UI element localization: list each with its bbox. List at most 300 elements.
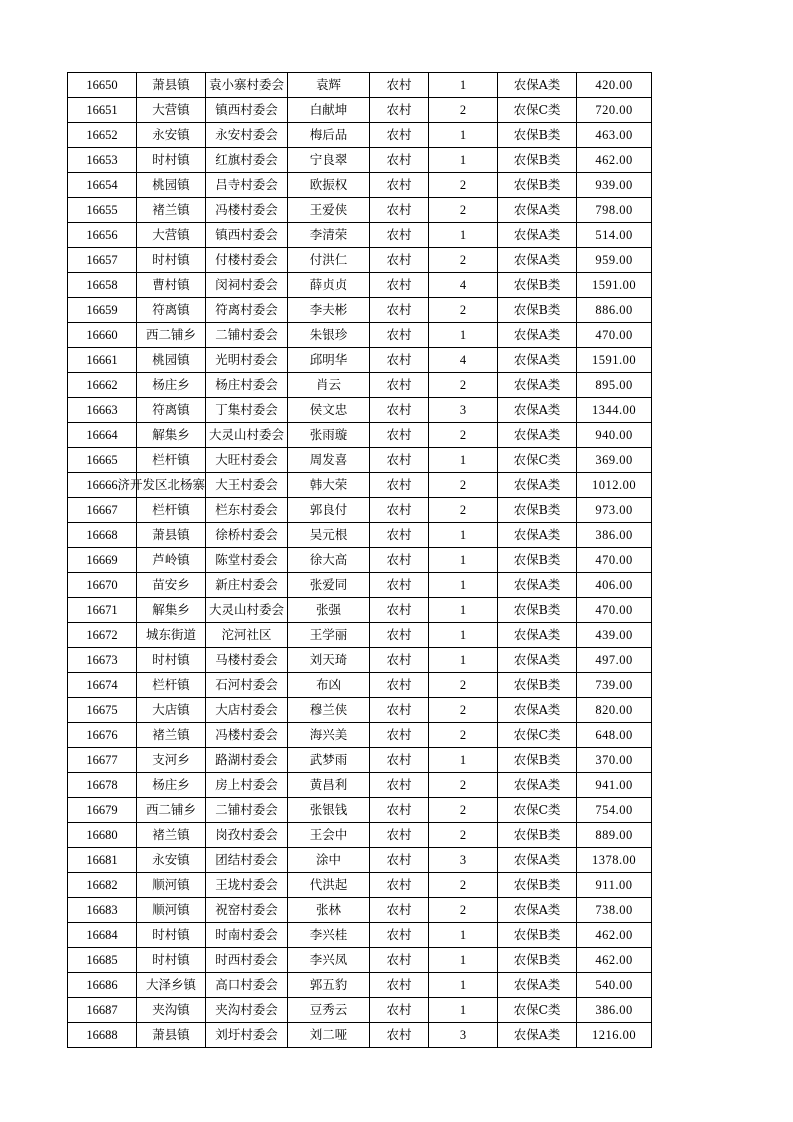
cell-name: 张爱同 <box>288 573 370 598</box>
cell-count: 1 <box>429 323 498 348</box>
cell-area: 农村 <box>370 748 429 773</box>
table-row <box>68 573 652 598</box>
cell-town: 褚兰镇 <box>137 198 206 223</box>
cell-count: 2 <box>429 423 498 448</box>
cell-area: 农村 <box>370 73 429 98</box>
table-row <box>68 323 652 348</box>
cell-name: 付洪仁 <box>288 248 370 273</box>
cell-area: 农村 <box>370 123 429 148</box>
cell-category: 农保A类 <box>498 348 577 373</box>
cell-name: 吴元根 <box>288 523 370 548</box>
cell-village: 大灵山村委会 <box>206 423 288 448</box>
cell-category: 农保B类 <box>498 298 577 323</box>
cell-name: 黄昌利 <box>288 773 370 798</box>
cell-id: 16664 <box>68 423 137 448</box>
cell-village: 二铺村委会 <box>206 323 288 348</box>
table-row <box>68 173 652 198</box>
cell-town: 桃园镇 <box>137 173 206 198</box>
cell-amount: 820.00 <box>577 698 652 723</box>
cell-id: 16680 <box>68 823 137 848</box>
cell-village: 王垅村委会 <box>206 873 288 898</box>
cell-id: 16668 <box>68 523 137 548</box>
cell-town: 栏杆镇 <box>137 673 206 698</box>
cell-area: 农村 <box>370 773 429 798</box>
cell-name: 李夫彬 <box>288 298 370 323</box>
cell-village: 符离村委会 <box>206 298 288 323</box>
table-row <box>68 73 652 98</box>
cell-town: 大营镇 <box>137 98 206 123</box>
table-row <box>68 273 652 298</box>
table-row <box>68 823 652 848</box>
cell-town: 西二铺乡 <box>137 323 206 348</box>
cell-amount: 439.00 <box>577 623 652 648</box>
cell-category: 农保A类 <box>498 973 577 998</box>
cell-town: 城东街道 <box>137 623 206 648</box>
cell-name: 穆兰侠 <box>288 698 370 723</box>
cell-id: 16665 <box>68 448 137 473</box>
cell-category: 农保A类 <box>498 198 577 223</box>
cell-town: 萧县镇 <box>137 1023 206 1048</box>
cell-amount: 1378.00 <box>577 848 652 873</box>
cell-area: 农村 <box>370 298 429 323</box>
table-row <box>68 648 652 673</box>
cell-name: 王爱侠 <box>288 198 370 223</box>
cell-id: 16654 <box>68 173 137 198</box>
cell-area: 农村 <box>370 348 429 373</box>
cell-amount: 1216.00 <box>577 1023 652 1048</box>
cell-name: 代洪起 <box>288 873 370 898</box>
cell-category: 农保A类 <box>498 223 577 248</box>
cell-town: 夹沟镇 <box>137 998 206 1023</box>
cell-category: 农保A类 <box>498 1023 577 1048</box>
cell-count: 2 <box>429 698 498 723</box>
cell-town: 杨庄乡 <box>137 373 206 398</box>
cell-amount: 941.00 <box>577 773 652 798</box>
table-row <box>68 498 652 523</box>
cell-town: 时村镇 <box>137 923 206 948</box>
cell-amount: 648.00 <box>577 723 652 748</box>
cell-count: 4 <box>429 273 498 298</box>
cell-amount: 462.00 <box>577 923 652 948</box>
cell-amount: 514.00 <box>577 223 652 248</box>
cell-village: 付楼村委会 <box>206 248 288 273</box>
cell-id: 16661 <box>68 348 137 373</box>
table-row <box>68 773 652 798</box>
cell-name: 涂中 <box>288 848 370 873</box>
cell-village: 镇西村委会 <box>206 223 288 248</box>
table-row <box>68 598 652 623</box>
cell-town: 萧县镇 <box>137 73 206 98</box>
cell-name: 刘二哑 <box>288 1023 370 1048</box>
cell-amount: 470.00 <box>577 548 652 573</box>
cell-count: 2 <box>429 98 498 123</box>
cell-village: 吕寺村委会 <box>206 173 288 198</box>
cell-category: 农保B类 <box>498 123 577 148</box>
cell-name: 徐大高 <box>288 548 370 573</box>
cell-category: 农保A类 <box>498 898 577 923</box>
cell-category: 农保B类 <box>498 673 577 698</box>
cell-id: 16681 <box>68 848 137 873</box>
table-row <box>68 973 652 998</box>
cell-village: 团结村委会 <box>206 848 288 873</box>
cell-category: 农保B类 <box>498 173 577 198</box>
cell-count: 1 <box>429 748 498 773</box>
cell-name: 邱明华 <box>288 348 370 373</box>
cell-count: 1 <box>429 948 498 973</box>
cell-category: 农保C类 <box>498 448 577 473</box>
cell-amount: 1591.00 <box>577 273 652 298</box>
cell-id: 16684 <box>68 923 137 948</box>
cell-id: 16659 <box>68 298 137 323</box>
cell-amount: 939.00 <box>577 173 652 198</box>
cell-category: 农保B类 <box>498 923 577 948</box>
cell-village: 冯楼村委会 <box>206 198 288 223</box>
cell-category: 农保A类 <box>498 248 577 273</box>
cell-amount: 1591.00 <box>577 348 652 373</box>
cell-count: 3 <box>429 848 498 873</box>
cell-village: 丁集村委会 <box>206 398 288 423</box>
cell-village: 房上村委会 <box>206 773 288 798</box>
cell-id: 16683 <box>68 898 137 923</box>
cell-id: 16677 <box>68 748 137 773</box>
table-row <box>68 998 652 1023</box>
cell-id: 16651 <box>68 98 137 123</box>
cell-village: 沱河社区 <box>206 623 288 648</box>
cell-town: 符离镇 <box>137 398 206 423</box>
cell-town: 萧县镇 <box>137 523 206 548</box>
cell-town: 解集乡 <box>137 598 206 623</box>
cell-id: 16658 <box>68 273 137 298</box>
cell-amount: 720.00 <box>577 98 652 123</box>
cell-town: 大营镇 <box>137 223 206 248</box>
subsidy-table <box>67 72 652 1048</box>
table-body <box>68 73 652 1048</box>
cell-id: 16652 <box>68 123 137 148</box>
cell-name: 宁良翠 <box>288 148 370 173</box>
cell-count: 1 <box>429 548 498 573</box>
cell-name: 白献坤 <box>288 98 370 123</box>
cell-count: 2 <box>429 298 498 323</box>
cell-name: 袁辉 <box>288 73 370 98</box>
cell-village: 新庄村委会 <box>206 573 288 598</box>
cell-village: 岗孜村委会 <box>206 823 288 848</box>
cell-category: 农保B类 <box>498 823 577 848</box>
cell-count: 1 <box>429 73 498 98</box>
table-row <box>68 248 652 273</box>
cell-amount: 369.00 <box>577 448 652 473</box>
cell-category: 农保A类 <box>498 698 577 723</box>
cell-area: 农村 <box>370 948 429 973</box>
cell-id: 16688 <box>68 1023 137 1048</box>
cell-id: 16667 <box>68 498 137 523</box>
cell-area: 农村 <box>370 173 429 198</box>
cell-village: 二铺村委会 <box>206 798 288 823</box>
cell-amount: 386.00 <box>577 523 652 548</box>
cell-village: 时西村委会 <box>206 948 288 973</box>
cell-village: 时南村委会 <box>206 923 288 948</box>
cell-town: 芦岭镇 <box>137 548 206 573</box>
cell-id: 16669 <box>68 548 137 573</box>
cell-area: 农村 <box>370 423 429 448</box>
table-row <box>68 423 652 448</box>
cell-id: 16650 <box>68 73 137 98</box>
cell-amount: 470.00 <box>577 598 652 623</box>
cell-category: 农保A类 <box>498 773 577 798</box>
cell-amount: 406.00 <box>577 573 652 598</box>
cell-count: 1 <box>429 223 498 248</box>
table-row <box>68 473 652 498</box>
cell-village: 陈堂村委会 <box>206 548 288 573</box>
cell-count: 1 <box>429 148 498 173</box>
cell-amount: 470.00 <box>577 323 652 348</box>
cell-id: 16670 <box>68 573 137 598</box>
cell-count: 4 <box>429 348 498 373</box>
cell-name: 布凶 <box>288 673 370 698</box>
cell-id: 16673 <box>68 648 137 673</box>
cell-count: 2 <box>429 723 498 748</box>
cell-village: 石河村委会 <box>206 673 288 698</box>
cell-name: 李兴桂 <box>288 923 370 948</box>
cell-town: 时村镇 <box>137 648 206 673</box>
cell-town: 顺河镇 <box>137 898 206 923</box>
table-row <box>68 748 652 773</box>
cell-area: 农村 <box>370 223 429 248</box>
cell-amount: 739.00 <box>577 673 652 698</box>
cell-area: 农村 <box>370 398 429 423</box>
cell-village: 路湖村委会 <box>206 748 288 773</box>
cell-count: 2 <box>429 673 498 698</box>
cell-name: 刘天琦 <box>288 648 370 673</box>
cell-category: 农保A类 <box>498 848 577 873</box>
table-row <box>68 848 652 873</box>
cell-town: 符离镇 <box>137 298 206 323</box>
table-row <box>68 123 652 148</box>
cell-town: 褚兰镇 <box>137 723 206 748</box>
cell-id: 16674 <box>68 673 137 698</box>
cell-count: 2 <box>429 773 498 798</box>
cell-category: 农保A类 <box>498 473 577 498</box>
cell-village: 夹沟村委会 <box>206 998 288 1023</box>
cell-town: 大泽乡镇 <box>137 973 206 998</box>
cell-village: 镇西村委会 <box>206 98 288 123</box>
table-row <box>68 523 652 548</box>
cell-name: 张林 <box>288 898 370 923</box>
table-row <box>68 98 652 123</box>
cell-count: 2 <box>429 173 498 198</box>
cell-category: 农保A类 <box>498 648 577 673</box>
cell-id: 16678 <box>68 773 137 798</box>
cell-category: 农保B类 <box>498 748 577 773</box>
table-row <box>68 623 652 648</box>
cell-name: 海兴美 <box>288 723 370 748</box>
cell-amount: 738.00 <box>577 898 652 923</box>
cell-amount: 463.00 <box>577 123 652 148</box>
cell-area: 农村 <box>370 673 429 698</box>
cell-name: 武梦雨 <box>288 748 370 773</box>
table-row <box>68 948 652 973</box>
table-row <box>68 298 652 323</box>
cell-count: 2 <box>429 198 498 223</box>
cell-name: 韩大荣 <box>288 473 370 498</box>
cell-category: 农保C类 <box>498 723 577 748</box>
cell-name: 王会中 <box>288 823 370 848</box>
cell-count: 2 <box>429 798 498 823</box>
cell-name: 郭良付 <box>288 498 370 523</box>
cell-area: 农村 <box>370 473 429 498</box>
cell-area: 农村 <box>370 373 429 398</box>
table-row <box>68 398 652 423</box>
cell-village: 光明村委会 <box>206 348 288 373</box>
cell-category: 农保B类 <box>498 273 577 298</box>
cell-name: 梅后品 <box>288 123 370 148</box>
cell-area: 农村 <box>370 523 429 548</box>
table-row <box>68 898 652 923</box>
cell-id: 16655 <box>68 198 137 223</box>
cell-name: 张雨璇 <box>288 423 370 448</box>
cell-category: 农保A类 <box>498 573 577 598</box>
cell-count: 2 <box>429 498 498 523</box>
cell-count: 1 <box>429 923 498 948</box>
cell-amount: 911.00 <box>577 873 652 898</box>
cell-id: 16671 <box>68 598 137 623</box>
cell-town: 解集乡 <box>137 423 206 448</box>
cell-category: 农保B类 <box>498 498 577 523</box>
cell-name: 李清荣 <box>288 223 370 248</box>
cell-area: 农村 <box>370 723 429 748</box>
cell-area: 农村 <box>370 248 429 273</box>
cell-amount: 1012.00 <box>577 473 652 498</box>
cell-town: 顺河镇 <box>137 873 206 898</box>
cell-village: 刘圩村委会 <box>206 1023 288 1048</box>
cell-category: 农保B类 <box>498 548 577 573</box>
cell-id: 16666 <box>68 473 137 498</box>
cell-town: 褚兰镇 <box>137 823 206 848</box>
cell-category: 农保A类 <box>498 623 577 648</box>
cell-category: 农保A类 <box>498 73 577 98</box>
cell-area: 农村 <box>370 498 429 523</box>
cell-area: 农村 <box>370 1023 429 1048</box>
cell-name: 郭五豹 <box>288 973 370 998</box>
cell-amount: 386.00 <box>577 998 652 1023</box>
cell-village: 徐桥村委会 <box>206 523 288 548</box>
table-row <box>68 148 652 173</box>
cell-id: 16660 <box>68 323 137 348</box>
cell-amount: 497.00 <box>577 648 652 673</box>
table-row <box>68 373 652 398</box>
cell-category: 农保C类 <box>498 798 577 823</box>
cell-area: 农村 <box>370 873 429 898</box>
cell-village: 大灵山村委会 <box>206 598 288 623</box>
cell-area: 农村 <box>370 998 429 1023</box>
table-row <box>68 348 652 373</box>
cell-count: 3 <box>429 398 498 423</box>
cell-village: 冯楼村委会 <box>206 723 288 748</box>
table-row <box>68 223 652 248</box>
cell-town: 苗安乡 <box>137 573 206 598</box>
cell-area: 农村 <box>370 973 429 998</box>
cell-count: 2 <box>429 473 498 498</box>
cell-count: 2 <box>429 873 498 898</box>
cell-name: 张银钱 <box>288 798 370 823</box>
table-row <box>68 798 652 823</box>
cell-area: 农村 <box>370 898 429 923</box>
cell-amount: 420.00 <box>577 73 652 98</box>
cell-area: 农村 <box>370 648 429 673</box>
cell-town: 桃园镇 <box>137 348 206 373</box>
cell-category: 农保A类 <box>498 323 577 348</box>
table-row <box>68 548 652 573</box>
cell-area: 农村 <box>370 448 429 473</box>
cell-amount: 889.00 <box>577 823 652 848</box>
cell-count: 2 <box>429 248 498 273</box>
cell-town: 时村镇 <box>137 948 206 973</box>
cell-id: 16686 <box>68 973 137 998</box>
cell-count: 2 <box>429 823 498 848</box>
cell-count: 1 <box>429 573 498 598</box>
cell-count: 1 <box>429 598 498 623</box>
cell-category: 农保B类 <box>498 148 577 173</box>
cell-name: 肖云 <box>288 373 370 398</box>
table-row <box>68 673 652 698</box>
cell-count: 1 <box>429 648 498 673</box>
cell-category: 农保C类 <box>498 98 577 123</box>
cell-village: 大旺村委会 <box>206 448 288 473</box>
cell-area: 农村 <box>370 198 429 223</box>
cell-id: 16685 <box>68 948 137 973</box>
cell-count: 1 <box>429 448 498 473</box>
cell-area: 农村 <box>370 148 429 173</box>
cell-area: 农村 <box>370 923 429 948</box>
cell-category: 农保C类 <box>498 998 577 1023</box>
cell-name: 张强 <box>288 598 370 623</box>
cell-village: 祝窑村委会 <box>206 898 288 923</box>
cell-town: 杨庄乡 <box>137 773 206 798</box>
cell-village: 栏东村委会 <box>206 498 288 523</box>
cell-area: 农村 <box>370 573 429 598</box>
cell-name: 朱银珍 <box>288 323 370 348</box>
cell-town: 栏杆镇 <box>137 448 206 473</box>
cell-town: 大店镇 <box>137 698 206 723</box>
cell-count: 2 <box>429 898 498 923</box>
table-row <box>68 873 652 898</box>
cell-id: 16676 <box>68 723 137 748</box>
cell-town: 永安镇 <box>137 848 206 873</box>
cell-category: 农保A类 <box>498 398 577 423</box>
cell-count: 2 <box>429 373 498 398</box>
cell-id: 16653 <box>68 148 137 173</box>
cell-amount: 540.00 <box>577 973 652 998</box>
cell-area: 农村 <box>370 548 429 573</box>
cell-name: 豆秀云 <box>288 998 370 1023</box>
table-row <box>68 923 652 948</box>
cell-category: 农保A类 <box>498 523 577 548</box>
cell-village: 杨庄村委会 <box>206 373 288 398</box>
cell-id: 16663 <box>68 398 137 423</box>
cell-amount: 973.00 <box>577 498 652 523</box>
cell-town: 时村镇 <box>137 248 206 273</box>
table-row <box>68 723 652 748</box>
cell-name: 王学丽 <box>288 623 370 648</box>
cell-village: 红旗村委会 <box>206 148 288 173</box>
cell-town: 栏杆镇 <box>137 498 206 523</box>
cell-village: 大店村委会 <box>206 698 288 723</box>
cell-category: 农保A类 <box>498 423 577 448</box>
cell-town: 西二铺乡 <box>137 798 206 823</box>
cell-id: 16672 <box>68 623 137 648</box>
cell-amount: 462.00 <box>577 948 652 973</box>
cell-amount: 886.00 <box>577 298 652 323</box>
cell-name: 李兴凤 <box>288 948 370 973</box>
